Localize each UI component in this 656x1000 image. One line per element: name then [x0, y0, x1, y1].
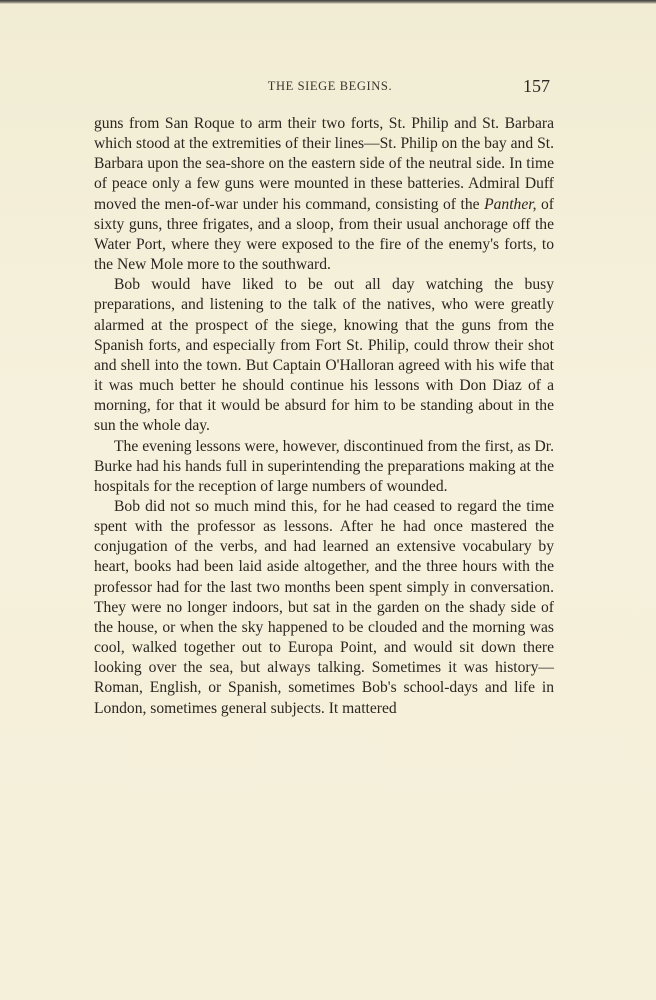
paragraph-1-end: of sixty guns, three frigates, and a sloop, from their usual anchorage off the Water Port, where they were exposed to the fire of the enemy's forts, to the New Mole more to the southward. [94, 195, 555, 274]
paragraph-1 [94, 114, 554, 275]
page-top-edge [0, 0, 656, 4]
paragraph-4: Bob did not so much mind this, for he had ceased to regard the time spent with the professor as lessons. After he had once mastered the conjugation of the verbs, and had learned an extensive vocabulary by heart, books had been laid aside altogether, and the three hours with the professor had for the last two months been spent simply in conversation. They were no longer indoors, but sat in the garden on the shady side of the house, or when the sky happened to be clouded and the morning was cool, walked together out to Europa Point, and would sit down there looking over the sea, but always talking. Sometimes it was history—Roman, English, or Spanish, sometimes Bob's school-days and life in London, sometimes general subjects. It mattered [94, 497, 554, 717]
running-head: THE SIEGE BEGINS. [267, 79, 393, 93]
paragraph-2: Bob would have liked to be out all day watching the busy preparations, and listening to the talk of the natives, who were greatly alarmed at the prospect of the siege, knowing that the guns from the Spanish forts, and especially from Fort St. Philip, could throw their shot and shell into the town. But Captain O'Halloran agreed with his wife that it was much better he should continue his lessons with Don Diaz of a morning, for that it would be absurd for him to be standing about in the sun the whole day. [94, 276, 554, 435]
body-text [94, 114, 554, 719]
paragraph-3: The evening lessons were, however, discontinued from the first, as Dr. Burke had his hands full in superintending the preparations making at the hospitals for the reception of large numbers of wounded. [94, 437, 554, 495]
paragraph-1-start: guns from San Roque to arm their two forts, St. Philip and St. Barbara which stood at the extremities of their lines—St. Philip on the bay and St. Barbara upon the sea-shore on the eastern side of the neutral side. In time of peace only a few guns were mounted in these batteries. Admiral Duff moved the men-of-war under his command, consisting of the [94, 115, 554, 213]
page-header [94, 76, 554, 98]
ship-name-italic: Panther, [484, 195, 537, 213]
page-number: 157 [523, 76, 550, 96]
